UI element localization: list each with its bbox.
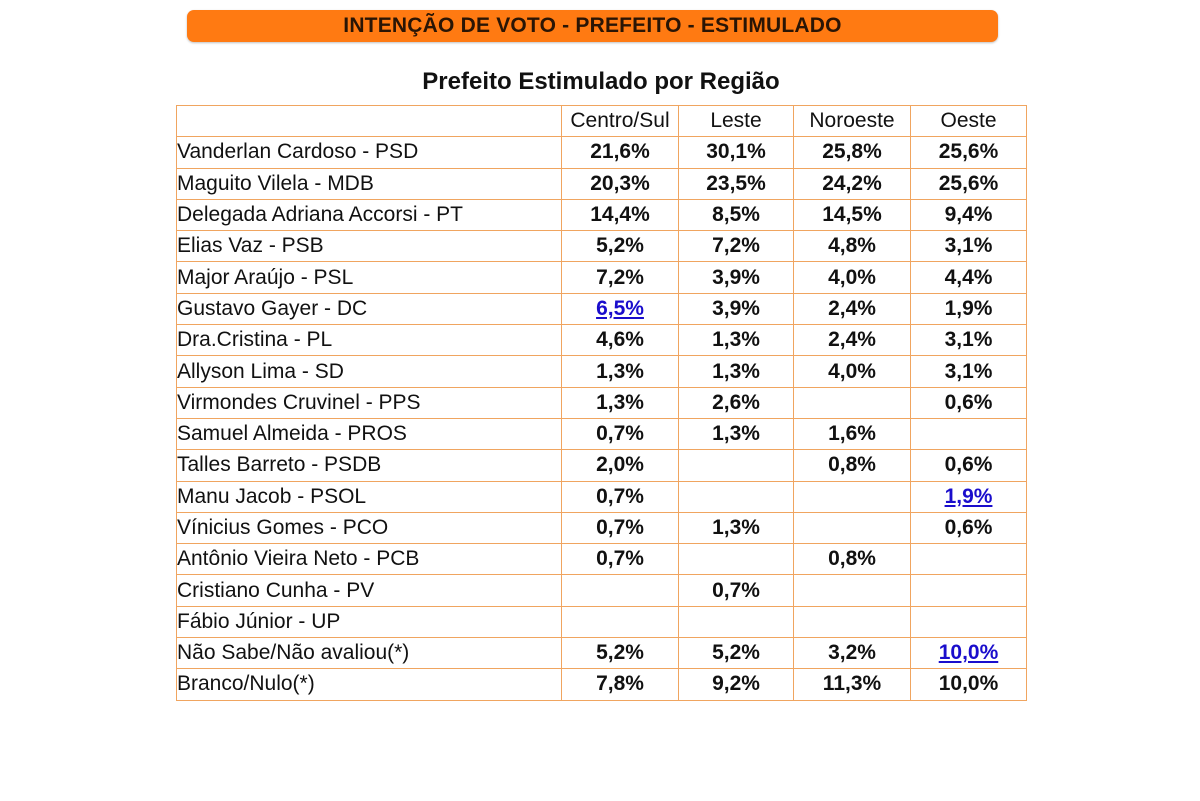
header-candidate <box>177 106 562 137</box>
value-oeste <box>911 606 1027 637</box>
candidate-name: Antônio Vieira Neto - PCB <box>177 544 562 575</box>
value-leste: 8,5% <box>679 199 794 230</box>
value-leste: 1,3% <box>679 418 794 449</box>
table-row <box>177 606 1027 637</box>
value-centro-sul: 1,3% <box>562 387 679 418</box>
value-oeste: 10,0% <box>911 669 1027 700</box>
candidate-name: Dra.Cristina - PL <box>177 325 562 356</box>
value-centro-sul: 5,2% <box>562 231 679 262</box>
value-centro-sul: 20,3% <box>562 168 679 199</box>
value-leste: 7,2% <box>679 231 794 262</box>
value-leste: 3,9% <box>679 293 794 324</box>
table-row <box>177 638 1027 669</box>
value-oeste: 4,4% <box>911 262 1027 293</box>
value-oeste <box>911 418 1027 449</box>
value-noroeste <box>794 387 911 418</box>
value-noroeste: 4,0% <box>794 262 911 293</box>
value-oeste <box>911 544 1027 575</box>
value-oeste-link[interactable]: 1,9% <box>911 481 1027 512</box>
value-leste: 9,2% <box>679 669 794 700</box>
table-row <box>177 199 1027 230</box>
value-noroeste: 4,0% <box>794 356 911 387</box>
value-noroeste: 25,8% <box>794 137 911 168</box>
value-leste: 23,5% <box>679 168 794 199</box>
value-oeste <box>911 575 1027 606</box>
table-row <box>177 356 1027 387</box>
table-row <box>177 575 1027 606</box>
value-oeste: 3,1% <box>911 231 1027 262</box>
candidate-name: Fábio Júnior - UP <box>177 606 562 637</box>
table-row <box>177 168 1027 199</box>
header-oeste: Oeste <box>911 106 1027 137</box>
table-row <box>177 262 1027 293</box>
header-leste: Leste <box>679 106 794 137</box>
value-noroeste: 14,5% <box>794 199 911 230</box>
value-noroeste: 11,3% <box>794 669 911 700</box>
candidate-name: Manu Jacob - PSOL <box>177 481 562 512</box>
value-leste <box>679 481 794 512</box>
value-centro-sul: 7,8% <box>562 669 679 700</box>
candidate-name: Gustavo Gayer - DC <box>177 293 562 324</box>
candidate-name: Elias Vaz - PSB <box>177 231 562 262</box>
value-oeste: 0,6% <box>911 387 1027 418</box>
candidate-name: Vanderlan Cardoso - PSD <box>177 137 562 168</box>
value-leste: 0,7% <box>679 575 794 606</box>
header-row <box>177 106 1027 137</box>
value-noroeste <box>794 606 911 637</box>
value-centro-sul: 0,7% <box>562 481 679 512</box>
table-title: Prefeito Estimulado por Região <box>422 68 780 95</box>
table-row <box>177 481 1027 512</box>
value-leste: 30,1% <box>679 137 794 168</box>
value-centro-sul: 2,0% <box>562 450 679 481</box>
value-noroeste <box>794 512 911 543</box>
value-oeste: 3,1% <box>911 325 1027 356</box>
value-centro-sul: 21,6% <box>562 137 679 168</box>
value-leste: 2,6% <box>679 387 794 418</box>
candidate-name: Talles Barreto - PSDB <box>177 450 562 481</box>
value-noroeste: 0,8% <box>794 450 911 481</box>
value-leste: 1,3% <box>679 512 794 543</box>
value-oeste: 0,6% <box>911 450 1027 481</box>
table-row <box>177 512 1027 543</box>
value-oeste-link[interactable]: 10,0% <box>911 638 1027 669</box>
value-leste <box>679 606 794 637</box>
table-row <box>177 137 1027 168</box>
value-leste <box>679 450 794 481</box>
candidate-name: Branco/Nulo(*) <box>177 669 562 700</box>
candidate-name: Maguito Vilela - MDB <box>177 168 562 199</box>
candidate-name: Delegada Adriana Accorsi - PT <box>177 199 562 230</box>
candidate-name: Allyson Lima - SD <box>177 356 562 387</box>
value-oeste: 25,6% <box>911 137 1027 168</box>
value-leste: 1,3% <box>679 325 794 356</box>
table-row <box>177 387 1027 418</box>
value-oeste: 9,4% <box>911 199 1027 230</box>
candidate-name: Virmondes Cruvinel - PPS <box>177 387 562 418</box>
value-centro-sul-link[interactable]: 6,5% <box>562 293 679 324</box>
value-noroeste: 4,8% <box>794 231 911 262</box>
table-row <box>177 544 1027 575</box>
value-centro-sul: 0,7% <box>562 418 679 449</box>
value-noroeste <box>794 481 911 512</box>
results-table <box>176 105 1027 701</box>
value-noroeste: 0,8% <box>794 544 911 575</box>
value-leste: 1,3% <box>679 356 794 387</box>
value-noroeste <box>794 575 911 606</box>
candidate-name: Major Araújo - PSL <box>177 262 562 293</box>
table-row <box>177 325 1027 356</box>
value-centro-sul: 0,7% <box>562 512 679 543</box>
value-noroeste: 24,2% <box>794 168 911 199</box>
value-noroeste: 3,2% <box>794 638 911 669</box>
value-noroeste: 1,6% <box>794 418 911 449</box>
table-row <box>177 450 1027 481</box>
value-centro-sul <box>562 606 679 637</box>
value-leste: 3,9% <box>679 262 794 293</box>
candidate-name: Não Sabe/Não avaliou(*) <box>177 638 562 669</box>
header-centro-sul: Centro/Sul <box>562 106 679 137</box>
value-oeste: 0,6% <box>911 512 1027 543</box>
table-row <box>177 231 1027 262</box>
value-centro-sul: 4,6% <box>562 325 679 356</box>
value-centro-sul <box>562 575 679 606</box>
value-centro-sul: 0,7% <box>562 544 679 575</box>
value-oeste: 1,9% <box>911 293 1027 324</box>
candidate-name: Cristiano Cunha - PV <box>177 575 562 606</box>
banner-title: INTENÇÃO DE VOTO - PREFEITO - ESTIMULADO <box>187 10 998 42</box>
value-centro-sul: 5,2% <box>562 638 679 669</box>
candidate-name: Vínicius Gomes - PCO <box>177 512 562 543</box>
table-row <box>177 669 1027 700</box>
value-noroeste: 2,4% <box>794 325 911 356</box>
value-noroeste: 2,4% <box>794 293 911 324</box>
value-leste <box>679 544 794 575</box>
value-oeste: 25,6% <box>911 168 1027 199</box>
value-leste: 5,2% <box>679 638 794 669</box>
table-row <box>177 418 1027 449</box>
value-centro-sul: 1,3% <box>562 356 679 387</box>
table-row <box>177 293 1027 324</box>
value-centro-sul: 7,2% <box>562 262 679 293</box>
candidate-name: Samuel Almeida - PROS <box>177 418 562 449</box>
header-noroeste: Noroeste <box>794 106 911 137</box>
value-centro-sul: 14,4% <box>562 199 679 230</box>
value-oeste: 3,1% <box>911 356 1027 387</box>
